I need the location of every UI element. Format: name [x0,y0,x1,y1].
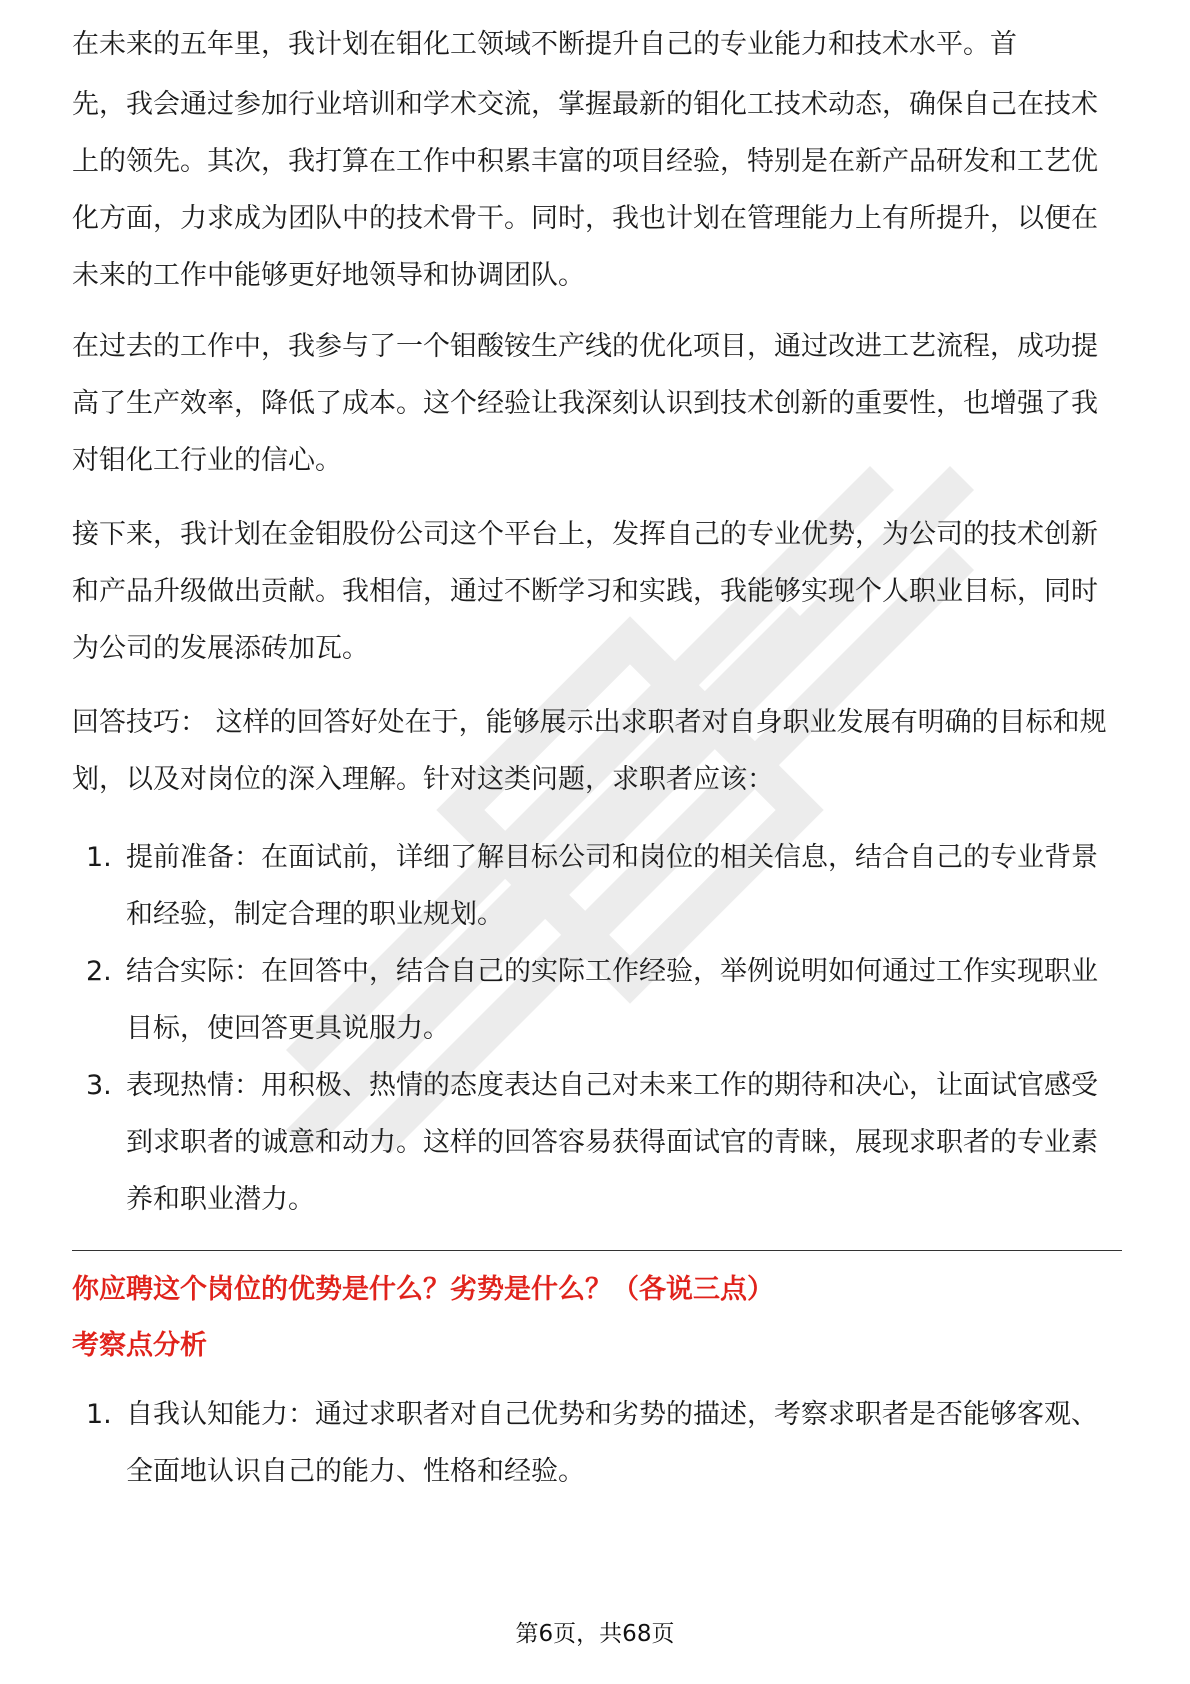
list-item [72,1386,1122,1500]
cut-off-top-line [72,28,1122,58]
paragraph-past-project: 在过去的工作中，我参与了一个钼酸铵生产线的优化项目，通过改进工艺流程，成功提高了生产效率，降低了成本。这个经验让我深刻认识到技术创新的重要性，也增强了我对钼化工行业的信心。 [72,331,1098,476]
tips-list [72,829,1122,1228]
paragraph-block-4 [72,694,1122,808]
paragraph-career-plan: 先，我会通过参加行业培训和学术交流，掌握最新的钼化工技术动态，确保自己在技术上的领先。其次，我打算在工作中积累丰富的项目经验，特别是在新产品研发和工艺优化方面，力求成为团队中的技术骨干。同时，我也计划在管理能力上有所提升，以便在未来的工作中能够更好地领导和协调团队。 [72,89,1098,291]
list-item-text: 表现热情：用积极、热情的态度表达自己对未来工作的期待和决心，让面试官感受到求职者的诚意和动力。这样的回答容易获得面试官的青睐，展现求职者的专业素养和职业潜力。 [126,1070,1098,1215]
list-item-number: 3. [86,1070,112,1101]
list-item-number: 1. [86,842,112,873]
paragraph-next-plan: 接下来，我计划在金钼股份公司这个平台上，发挥自己的专业优势，为公司的技术创新和产品升级做出贡献。我相信，通过不断学习和实践，我能够实现个人职业目标，同时为公司的发展添砖加瓦。 [72,519,1098,664]
analysis-heading: 考察点分析 [72,1330,207,1361]
list-item [72,829,1122,943]
analysis-list [72,1386,1122,1500]
list-item-text: 结合实际：在回答中，结合自己的实际工作经验，举例说明如何通过工作实现职业目标，使回答更具说服力。 [126,956,1098,1044]
section-divider [72,1250,1122,1251]
page-number-footer: 第6页，共68页 [515,1621,675,1647]
paragraph-block-3 [72,506,1122,677]
paragraph-answer-tips: 回答技巧： 这样的回答好处在于，能够展示出求职者对自身职业发展有明确的目标和规划，以及对岗位的深入理解。针对这类问题，求职者应该： [72,707,1107,795]
list-item-text: 自我认知能力：通过求职者对自己优势和劣势的描述，考察求职者是否能够客观、全面地认识自己的能力、性格和经验。 [126,1399,1098,1487]
tips-list-container [72,829,1122,1228]
list-item-number: 1. [86,1399,112,1430]
paragraph-block-2 [72,318,1122,489]
cut-off-top-line-text: 在未来的五年里，我计划在钼化工领域不断提升自己的专业能力和技术水平。首 [72,29,1017,58]
body-text [72,76,1122,304]
question-heading: 你应聘这个岗位的优势是什么？劣势是什么？（各说三点） [72,1274,774,1305]
analysis-list-container [72,1386,1122,1500]
list-item-text: 提前准备：在面试前，详细了解目标公司和岗位的相关信息，结合自己的专业背景和经验，制定合理的职业规划。 [126,842,1098,930]
list-item-number: 2. [86,956,112,987]
list-item [72,943,1122,1057]
list-item [72,1057,1122,1228]
